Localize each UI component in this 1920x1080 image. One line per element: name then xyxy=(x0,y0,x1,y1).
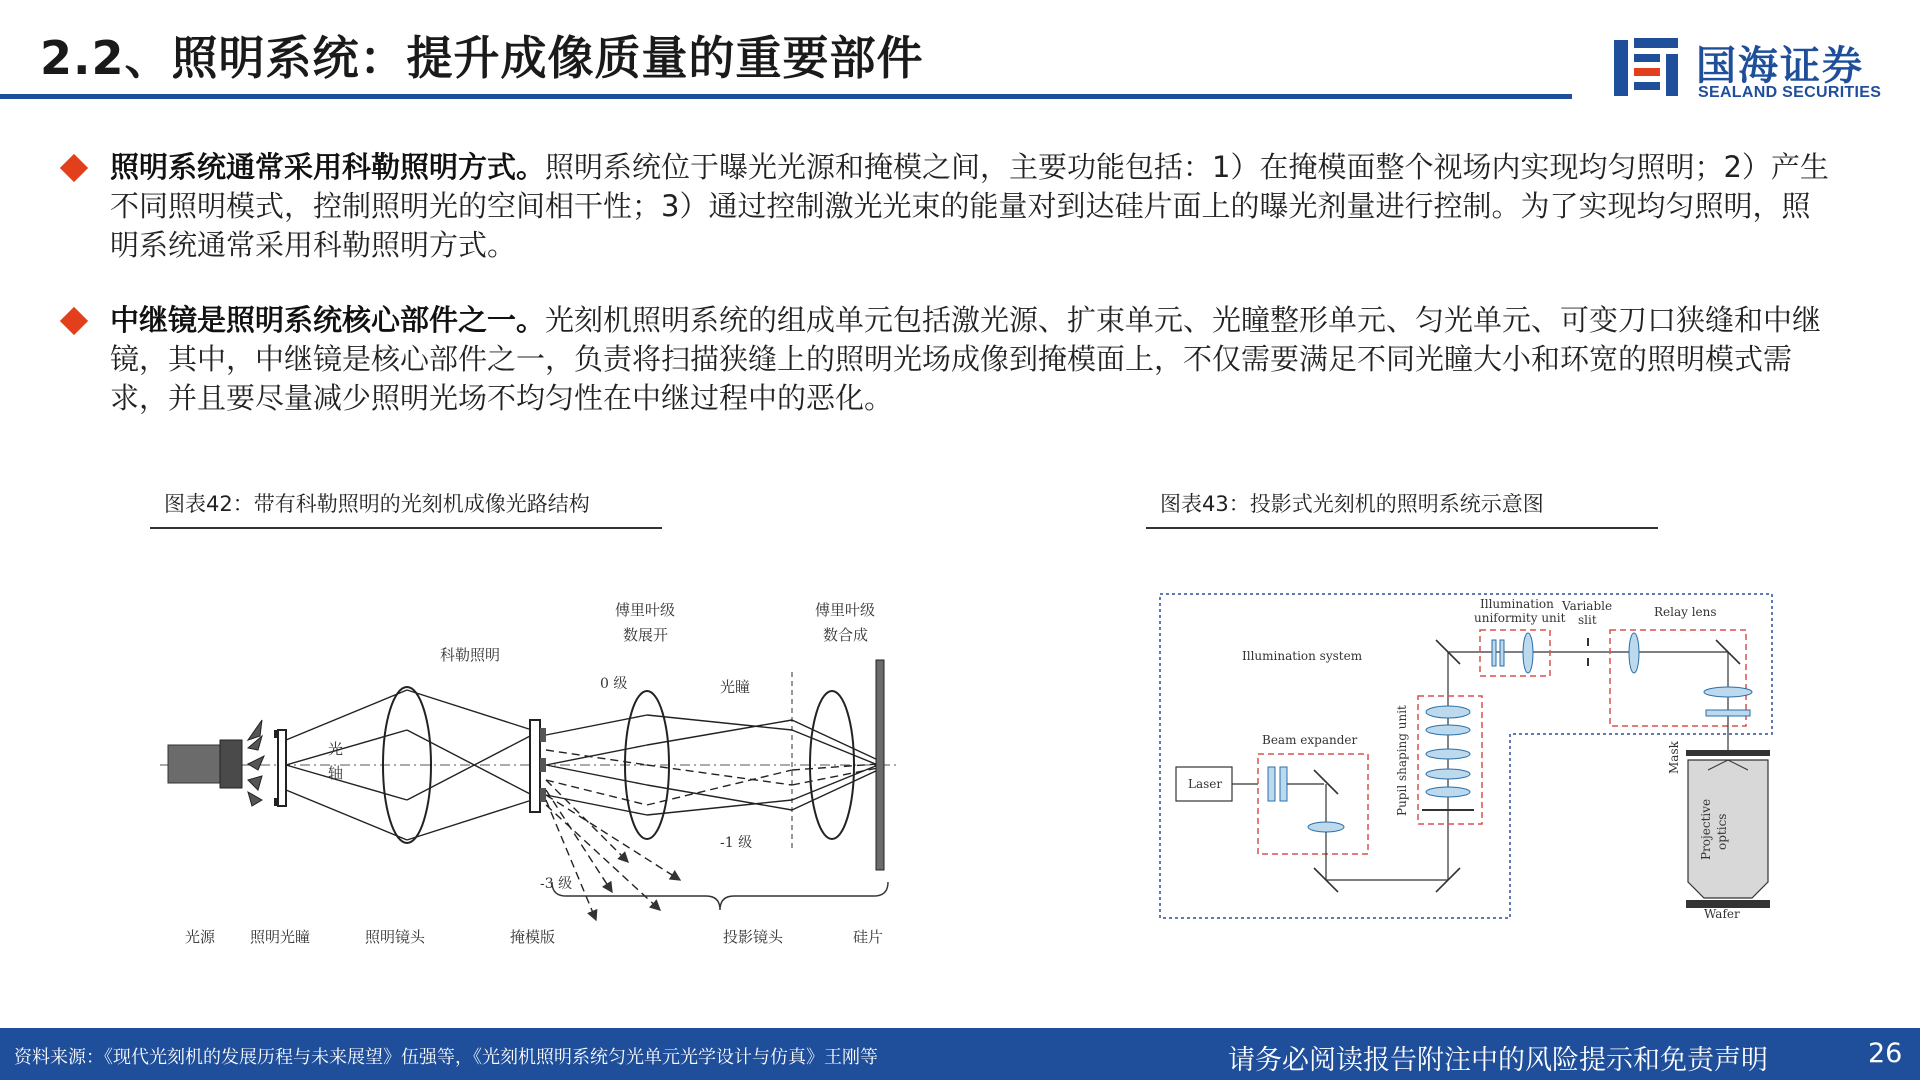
bullet-paragraph xyxy=(110,148,1830,265)
footer-bar xyxy=(0,1028,1920,1080)
footer-source: 资料来源：《现代光刻机的发展历程与未来展望》伍强等，《光刻机照明系统匀光单元光学设计与仿真》王刚等 xyxy=(14,1047,878,1068)
label-illum-uniform-2: uniformity unit xyxy=(1474,611,1566,625)
label-kohler: 科勒照明 xyxy=(440,646,501,664)
title-underline xyxy=(0,94,1572,99)
label-illum-uniform-1: Illumination xyxy=(1480,597,1554,611)
page-title: 2.2、照明系统：提升成像质量的重要部件 xyxy=(40,31,924,85)
label-illum-system: Illumination system xyxy=(1242,649,1363,663)
bullet-lead: 照明系统通常采用科勒照明方式。 xyxy=(110,150,546,184)
page-number: 26 xyxy=(1868,1038,1903,1069)
bullet-diamond-icon xyxy=(60,154,88,182)
projection-lens-brace xyxy=(552,882,888,910)
label-mask: Mask xyxy=(1667,741,1681,774)
label-fourier-combine-1: 傅里叶级 xyxy=(815,601,876,619)
label-fourier-expand-1: 傅里叶级 xyxy=(615,601,676,619)
light-source-body xyxy=(168,745,220,783)
label-order-m1: -1 级 xyxy=(720,835,753,851)
logo-english-name: SEALAND SECURITIES xyxy=(1698,84,1882,101)
illumination-pupil xyxy=(248,720,264,806)
label-order-m3: -3 级 xyxy=(540,876,573,892)
bullet-diamond-icon xyxy=(60,307,88,335)
label-order-0: 0 级 xyxy=(600,676,628,692)
label-illumination-lens: 照明镜头 xyxy=(365,928,426,946)
uniformity-unit-box xyxy=(1480,630,1550,676)
bullet-paragraph xyxy=(110,301,1830,418)
figure43-illumination-system-diagram xyxy=(1158,592,1778,922)
label-fourier-combine-2: 数合成 xyxy=(823,626,869,644)
sealand-logo-icon xyxy=(1612,32,1692,102)
bullet-body: 光刻机照明系统的组成单元包括激光源、扩束单元、光瞳整形单元、匀光单元、可变刀口狭缝和中继镜，其中，中继镜是核心部件之一，负责将扫描狭缝上的照明光场成像到掩模面上，不仅需要满足不同光瞳大小和环宽的照明模式需求，并且要尽量减少照明光场不均匀性在中继过程中的恶化。 xyxy=(110,303,1822,415)
label-axis-1: 光 xyxy=(328,740,344,758)
label-axis-2: 轴 xyxy=(328,764,344,782)
label-wafer: 硅片 xyxy=(853,928,884,946)
label-beam-expander: Beam expander xyxy=(1262,733,1358,747)
figure42-optical-path-diagram xyxy=(160,580,920,960)
sealand-logo xyxy=(1612,32,1882,112)
pupil-plate xyxy=(278,730,286,806)
label-pupil-shaping: Pupil shaping unit xyxy=(1395,705,1409,816)
mask-bar xyxy=(1686,750,1770,756)
label-variable-slit-2: slit xyxy=(1578,613,1597,627)
label-mask: 掩模版 xyxy=(510,928,556,946)
label-pupil: 光瞳 xyxy=(720,678,751,696)
light-source-head xyxy=(220,740,242,788)
figure42-caption-rule xyxy=(150,527,662,529)
mask-plate xyxy=(530,720,540,812)
bullet-lead: 中继镜是照明系统核心部件之一。 xyxy=(110,303,546,337)
figure42-caption: 图表42：带有科勒照明的光刻机成像光路结构 xyxy=(164,492,590,516)
label-wafer: Wafer xyxy=(1704,907,1740,921)
wafer-plate xyxy=(876,660,884,870)
figure43-caption: 图表43：投影式光刻机的照明系统示意图 xyxy=(1160,492,1544,516)
figure43-caption-rule xyxy=(1146,527,1658,529)
label-laser: Laser xyxy=(1188,777,1223,791)
label-illumination-pupil: 照明光瞳 xyxy=(250,928,311,946)
label-variable-slit-1: Variable xyxy=(1562,599,1613,613)
label-fourier-expand-2: 数展开 xyxy=(623,626,669,644)
bullet-body: 照明系统位于曝光光源和掩模之间，主要功能包括：1）在掩模面整个视场内实现均匀照明；2）产生不同照明模式，控制照明光的空间相干性；3）通过控制激光光束的能量对到达硅片面上的曝光剂量进行控制。为了实现均匀照明，照明系统通常采用科勒照明方式。 xyxy=(110,150,1829,262)
label-projective-optics-2: optics xyxy=(1715,813,1729,850)
label-light-source: 光源 xyxy=(185,928,216,946)
label-projective-optics-1: Projective xyxy=(1699,798,1713,860)
footer-disclaimer: 请务必阅读报告附注中的风险提示和免责声明 xyxy=(1228,1045,1768,1076)
logo-chinese-name: 国海证券 xyxy=(1696,43,1864,89)
label-relay-lens: Relay lens xyxy=(1654,605,1717,619)
label-projection-lens: 投影镜头 xyxy=(723,928,784,946)
